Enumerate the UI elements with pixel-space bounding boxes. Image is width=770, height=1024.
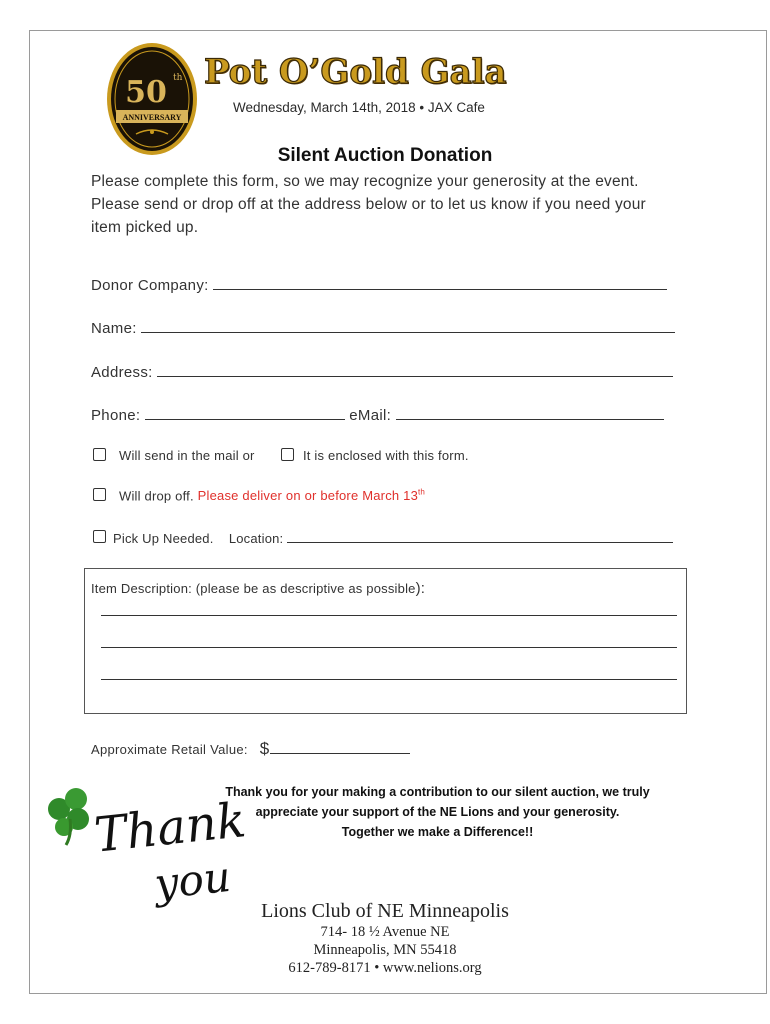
thank-you-message xyxy=(205,782,670,842)
pickup-option xyxy=(113,530,673,546)
gala-subtitle: Wednesday, March 14th, 2018 • JAX Cafe xyxy=(233,100,485,115)
description-line-2[interactable] xyxy=(101,647,677,648)
dropoff-checkbox[interactable] xyxy=(93,488,106,501)
you-script-word: you xyxy=(152,851,233,909)
description-line-1[interactable] xyxy=(101,615,677,616)
phone-input-line[interactable] xyxy=(145,405,345,420)
phone-label: Phone: xyxy=(91,407,141,424)
address-label: Address: xyxy=(91,364,153,381)
mail-checkbox[interactable] xyxy=(93,448,106,461)
dropoff-option xyxy=(119,488,425,503)
donor-company-field[interactable] xyxy=(91,275,667,294)
name-field[interactable] xyxy=(91,318,675,337)
email-label: eMail: xyxy=(349,407,392,424)
donor-company-label: Donor Company: xyxy=(91,277,209,294)
enclosed-option-label: It is enclosed with this form. xyxy=(303,448,469,463)
retail-value-field[interactable] xyxy=(91,739,410,759)
name-input-line[interactable] xyxy=(141,318,675,333)
pickup-label: Pick Up Needed. xyxy=(113,531,214,546)
thanks-line-3: Together we make a Difference!! xyxy=(341,825,534,839)
gala-title: Pot O’Gold Gala xyxy=(204,52,507,92)
mail-option-label: Will send in the mail or xyxy=(119,448,255,463)
address-field[interactable] xyxy=(91,362,673,381)
retail-value-input-line[interactable] xyxy=(270,739,410,754)
email-input-line[interactable] xyxy=(396,405,664,420)
dropoff-deadline-note: Please deliver on or before March 13th xyxy=(197,488,426,504)
item-description-label: Item Description: (please be as descriptive as possible): xyxy=(91,580,426,597)
club-name: Lions Club of NE Minneapolis xyxy=(261,900,509,922)
description-line-3[interactable] xyxy=(101,679,677,680)
intro-text: Please complete this form, so we may recognize your generosity at the event. Please send or drop off at the address below or to let us know if you need your item picked up. xyxy=(91,173,646,236)
retail-value-label: Approximate Retail Value: xyxy=(91,742,248,757)
thanks-line-2: appreciate your support of the NE Lions and your generosity. xyxy=(255,805,620,819)
retail-currency: $ xyxy=(259,739,270,758)
club-contact: 612-789-8171 • www.nelions.org xyxy=(288,960,482,976)
thank-you-graphic xyxy=(40,785,265,910)
form-title: Silent Auction Donation xyxy=(277,145,493,166)
thank-script-word: Thank xyxy=(91,792,249,864)
phone-email-row xyxy=(91,405,664,424)
seal-number: 50 xyxy=(125,75,167,110)
anniversary-seal-logo xyxy=(106,42,198,156)
shamrock-icon xyxy=(48,788,89,845)
name-label: Name: xyxy=(91,320,137,337)
club-address-line-2: Minneapolis, MN 55418 xyxy=(313,942,457,958)
dropoff-label: Will drop off. xyxy=(119,488,194,504)
pickup-checkbox[interactable] xyxy=(93,530,106,543)
club-address-line-1: 714- 18 ½ Avenue NE xyxy=(320,924,450,940)
donor-company-input-line[interactable] xyxy=(213,275,667,290)
location-label: Location: xyxy=(228,531,284,546)
thanks-line-1: Thank you for your making a contribution to our silent auction, we truly xyxy=(225,785,650,799)
enclosed-checkbox[interactable] xyxy=(281,448,294,461)
seal-banner: ANNIVERSARY xyxy=(122,113,182,122)
seal-superscript: th xyxy=(173,73,183,83)
address-input-line[interactable] xyxy=(157,362,673,377)
location-input-line[interactable] xyxy=(287,530,673,543)
